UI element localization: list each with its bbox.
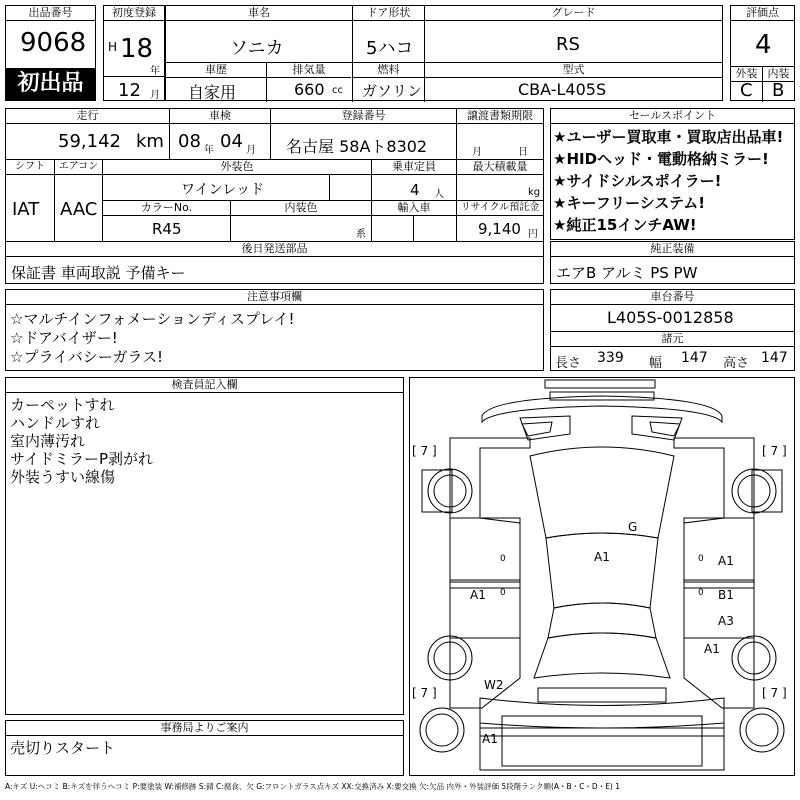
note-item: ☆マルチインフォメーションディスプレイ! <box>10 310 295 328</box>
month-unit: 月 <box>150 90 160 101</box>
ext-label: 外装 <box>731 67 762 82</box>
recycle-label: リサイクル預託金 <box>457 201 543 216</box>
later-parts-block <box>5 241 544 284</box>
damage-code-a1-rr: A1 <box>704 642 720 656</box>
office-note: 売切りスタート <box>10 739 116 757</box>
note-item: ☆プライバシーガラス! <box>10 348 163 366</box>
grade-label: グレード <box>425 6 722 21</box>
capacity-unit: 人 <box>434 189 444 200</box>
transfer-day: 日 <box>518 147 528 158</box>
car-name-label: 車名 <box>166 6 352 21</box>
damage-code-a3: A3 <box>718 614 734 628</box>
sales-point-item: ★サイドシルスポイラー! <box>553 172 722 190</box>
door-label: ドア形状 <box>353 6 424 21</box>
plate-label: 登録番号 <box>271 109 456 124</box>
lot-number-label: 出品番号 <box>6 6 95 21</box>
capacity-label: 乗車定員 <box>372 160 456 175</box>
height: 147 <box>761 350 788 366</box>
sales-point-item: ★純正15インチAW! <box>553 216 697 234</box>
color-label: 外装色 <box>103 160 371 175</box>
dims-label: 諸元 <box>551 331 794 347</box>
first-reg-month: 12 <box>118 80 141 101</box>
chassis-label: 車台番号 <box>551 290 794 305</box>
insp-month-unit: 月 <box>246 145 256 156</box>
later-parts: 保証書 車両取説 予備キー <box>11 264 186 282</box>
load-label: 最大積載量 <box>457 160 543 175</box>
colorno-label: カラーNo. <box>103 201 230 216</box>
int-grade: B <box>772 80 785 101</box>
panel-zero: 0 <box>500 554 506 564</box>
tire-tread-fl: [ 7 ] <box>412 444 437 458</box>
import-label: 輸入車 <box>372 201 456 216</box>
shift: IAT <box>12 199 40 220</box>
damage-diagram <box>409 377 795 776</box>
lot-number: 9068 <box>20 28 87 58</box>
history: 自家用 <box>188 83 237 102</box>
transfer-label: 譲渡書類期限 <box>457 109 543 124</box>
length: 339 <box>597 350 624 366</box>
inspector-note: 室内薄汚れ <box>10 432 86 450</box>
equipment-label: 純正装備 <box>551 242 794 257</box>
int-label: 内装 <box>763 67 794 82</box>
mileage-label: 走行 <box>6 109 169 124</box>
office-label: 事務局よりご案内 <box>6 721 403 736</box>
width-label: 幅 <box>649 356 663 371</box>
damage-code-a1-fr: A1 <box>718 554 734 568</box>
inspector-note: サイドミラーP剥がれ <box>10 450 153 468</box>
air-con: AAC <box>60 199 98 220</box>
inspector-block <box>5 377 404 715</box>
color-number: R45 <box>152 220 182 238</box>
inspection-year: 08 <box>178 131 201 152</box>
disp-unit: cc <box>332 85 343 96</box>
recycle-fee: 9,140 <box>478 220 521 238</box>
score: 4 <box>755 30 772 60</box>
first-reg-year: 18 <box>120 34 154 64</box>
first-reg-label: 初度登録 <box>104 6 164 21</box>
inspection-label: 車検 <box>170 109 270 124</box>
year-unit: 年 <box>150 66 160 77</box>
fuel-label: 燃料 <box>353 63 424 78</box>
door-type: 5ハコ <box>366 38 414 59</box>
sales-point-item: ★ユーザー買取車・買取店出品車! <box>553 128 784 146</box>
chassis-block <box>550 289 795 371</box>
length-label: 長さ <box>555 356 582 371</box>
era: H <box>108 40 118 54</box>
details-block <box>5 108 544 242</box>
inspector-note: カーペットすれ <box>10 396 115 414</box>
later-parts-label: 後日発送部品 <box>6 242 543 257</box>
notes-block <box>5 289 544 371</box>
inspector-note: ハンドルすれ <box>10 414 101 432</box>
ac-label: エアコン <box>55 160 102 175</box>
sales-points-label: セールスポイント <box>551 109 794 124</box>
inspector-note: 外装うすい線傷 <box>10 468 116 486</box>
chassis-number: L405S-0012858 <box>607 308 734 327</box>
sales-points-block <box>550 108 795 240</box>
mileage: 59,142 <box>58 131 121 152</box>
notes-label: 注意事項欄 <box>6 290 543 305</box>
capacity: 4 <box>410 181 420 199</box>
panel-zero: 0 <box>500 588 506 598</box>
displacement: 660 <box>294 80 325 99</box>
history-label: 車歴 <box>166 63 266 78</box>
car-info-block <box>165 5 723 101</box>
recycle-unit: 円 <box>528 229 538 240</box>
equipment-block <box>550 241 795 284</box>
panel-zero: 0 <box>698 588 704 598</box>
model-label: 型式 <box>425 63 722 78</box>
plate-number: 名古屋 58Aト8302 <box>286 137 428 156</box>
legend: A:キズ U:ヘコミ B:キズを伴うヘコミ P:要塗装 W:補修跡 S:錆 C:腐食、欠 G:フロントガラス点キズ XX:交換済み X:要交換 欠:欠品 内外・外装評価 5段階ランク順(A・B・C・D・E) 1 <box>5 782 621 791</box>
office-block <box>5 720 404 776</box>
sales-point-item: ★HIDヘッド・電動格納ミラー! <box>553 150 769 168</box>
transfer-month: 月 <box>472 147 482 158</box>
car-name: ソニカ <box>230 38 284 59</box>
damage-code-g: G <box>628 520 638 534</box>
exterior-color: ワインレッド <box>181 182 265 198</box>
score-cell <box>730 5 795 101</box>
insp-year-unit: 年 <box>204 145 214 156</box>
inspector-label: 検査員記入欄 <box>6 378 403 393</box>
sales-point-item: ★キーフリーシステム! <box>553 194 706 212</box>
damage-code-a1-rear: A1 <box>482 732 498 746</box>
damage-code-a1-left: A1 <box>470 588 486 602</box>
fuel: ガソリン <box>362 82 423 100</box>
intcolor-unit: 系 <box>356 229 366 240</box>
mileage-unit: km <box>136 131 164 152</box>
inspection-month: 04 <box>220 131 243 152</box>
shift-label: シフト <box>6 160 54 175</box>
note-item: ☆ドアバイザー! <box>10 329 118 347</box>
width: 147 <box>681 350 708 366</box>
height-label: 高さ <box>723 356 750 371</box>
intcolor-label: 内装色 <box>231 201 371 216</box>
equipment: エアB アルミ PS PW <box>556 264 698 282</box>
grade: RS <box>556 34 580 55</box>
damage-code-w2: W2 <box>484 678 504 692</box>
tire-tread-fr: [ 7 ] <box>762 444 787 458</box>
tire-tread-rl: [ 7 ] <box>412 686 437 700</box>
tire-tread-rr: [ 7 ] <box>762 686 787 700</box>
score-label: 評価点 <box>731 6 794 21</box>
damage-code-b1: B1 <box>718 588 734 602</box>
panel-zero: 0 <box>698 554 704 564</box>
lot-number-cell <box>5 5 96 101</box>
load-unit: kg <box>528 187 541 198</box>
damage-code-a1-roof: A1 <box>594 550 610 564</box>
first-reg-cell <box>103 5 165 101</box>
first-listing-badge: 初出品 <box>6 68 95 100</box>
ext-grade: C <box>740 80 753 101</box>
disp-label: 排気量 <box>267 63 351 78</box>
model: CBA-L405S <box>518 80 607 99</box>
